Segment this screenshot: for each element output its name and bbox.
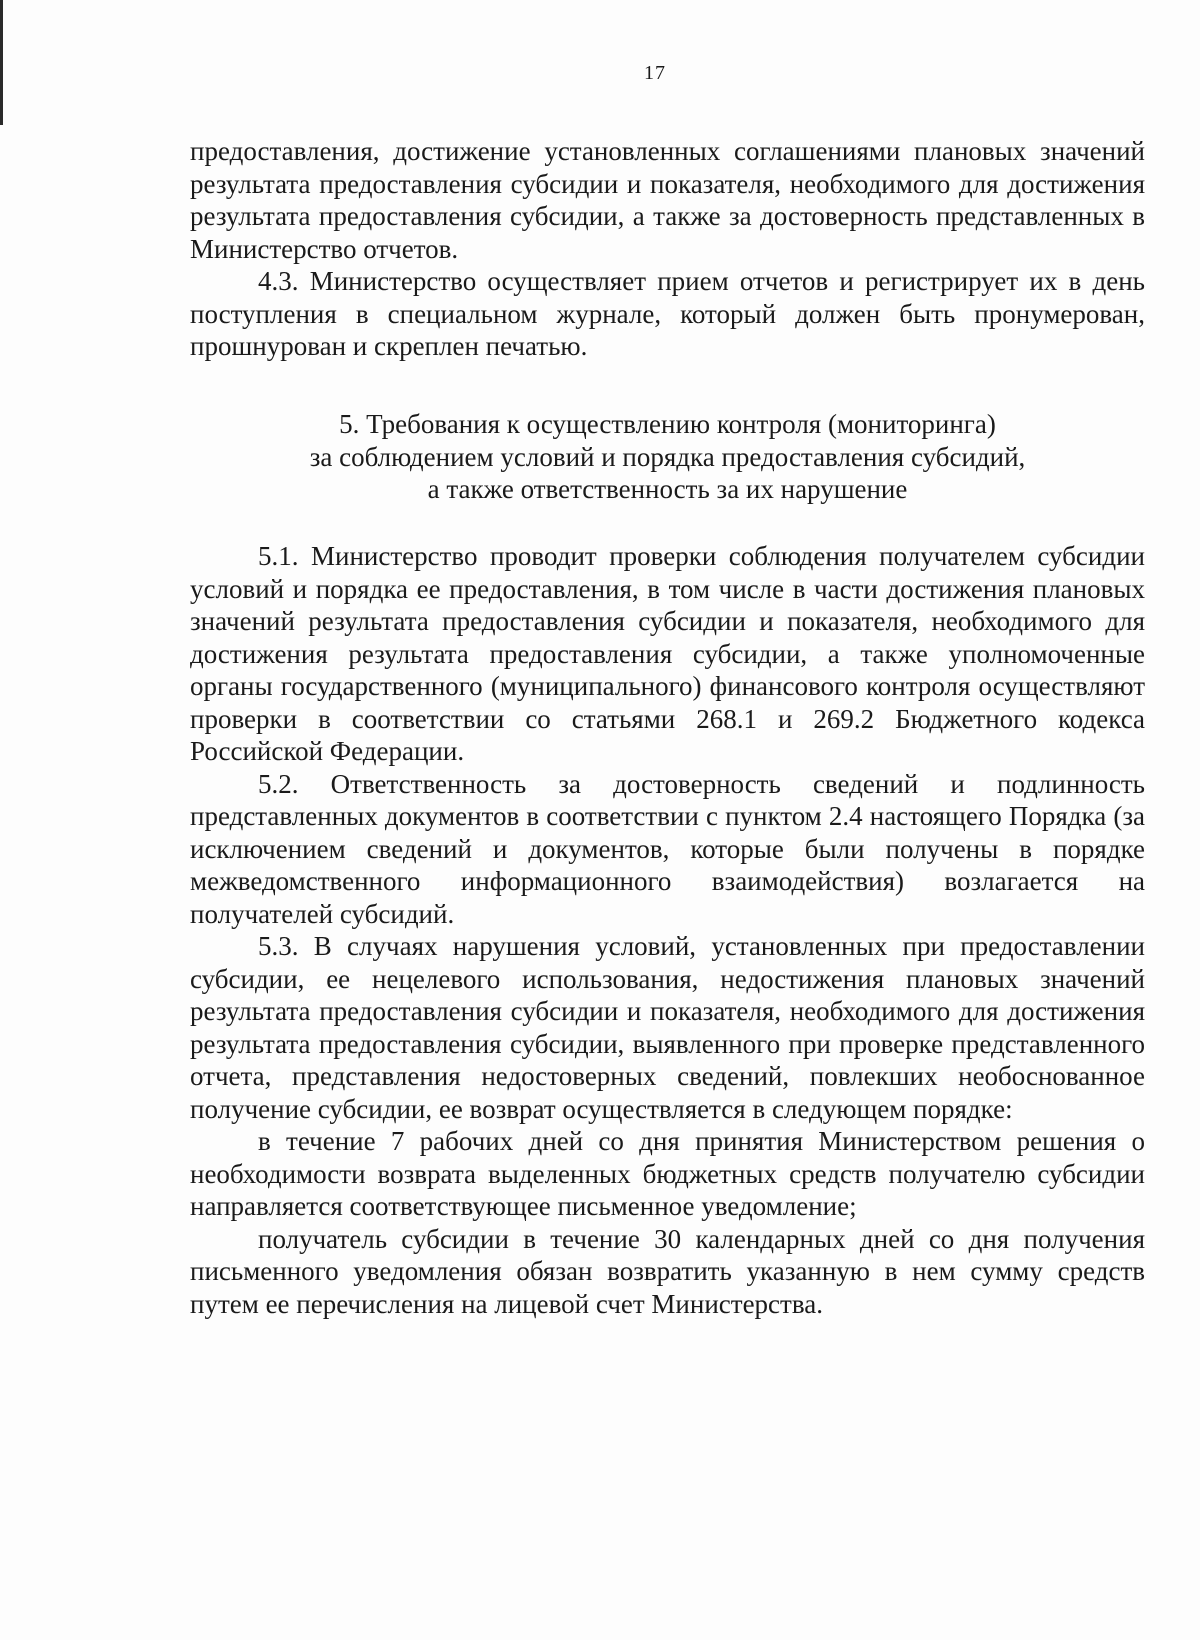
section-5-text [190, 540, 1145, 1320]
paragraph-5-3-a: в течение 7 рабочих дней со дня принятия Министерством решения о необходимости возврата выделенных бюджетных средств получателю субсидии направляется соответствующее письменное уведомление; [190, 1126, 1145, 1221]
section-5-heading-line-1: 5. Требования к осуществлению контроля (мониторинга) [339, 409, 996, 439]
section-5-heading [190, 408, 1145, 506]
section-4-continuation: предоставления, достижение установленных соглашениями плановых значений результата предоставления субсидии и показателя, необходимого для достижения результата предоставления субсидии, а также за достоверность представленных в Министерство отчетов. [190, 136, 1145, 264]
paragraph-5-2: 5.2. Ответственность за достоверность сведений и подлинность представленных документов в соответствии с пунктом 2.4 настоящего Порядка (за исключением сведений и документов, которые были получены в порядке межведомственного информационного взаимодействия) возлагается на получателей субсидий. [190, 768, 1145, 929]
paragraph-5-1: 5.1. Министерство проводит проверки соблюдения получателем субсидии условий и порядка ее предоставления, в том числе в части достижения плановых значений результата предоставления субсидии и показателя, необходимого для достижения результата предоставления субсидии, а также уполномоченные органы государственного (муниципального) финансового контроля осуществляют проверки в соответствии со статьями 268.1 и 269.2 Бюджетного кодекса Российской Федерации. [190, 541, 1145, 766]
section-5-heading-line-3: а также ответственность за их нарушение [427, 474, 908, 504]
page-number: 17 [644, 62, 666, 84]
paragraph-5-3: 5.3. В случаях нарушения условий, установленных при предоставлении субсидии, ее нецелевого использования, недостижения плановых значений результата предоставления субсидии и показателя, необходимого для достижения результата предоставления субсидии, выявленного при проверке представленного отчета, представления недостоверных сведений, повлекших необоснованное получение субсидии, ее возврат осуществляется в следующем порядке: [190, 931, 1145, 1124]
section-5-heading-line-2: за соблюдением условий и порядка предоставления субсидий, [309, 441, 1026, 472]
paragraph-4-3: 4.3. Министерство осуществляет прием отчетов и регистрирует их в день поступления в специальном журнале, который должен быть пронумерован, прошнурован и скреплен печатью. [190, 266, 1145, 361]
section-4-text [190, 135, 1145, 363]
paragraph-5-3-b: получатель субсидии в течение 30 календарных дней со дня получения письменного уведомления обязан возвратить указанную в нем сумму средств путем ее перечисления на лицевой счет Министерства. [190, 1223, 1145, 1319]
